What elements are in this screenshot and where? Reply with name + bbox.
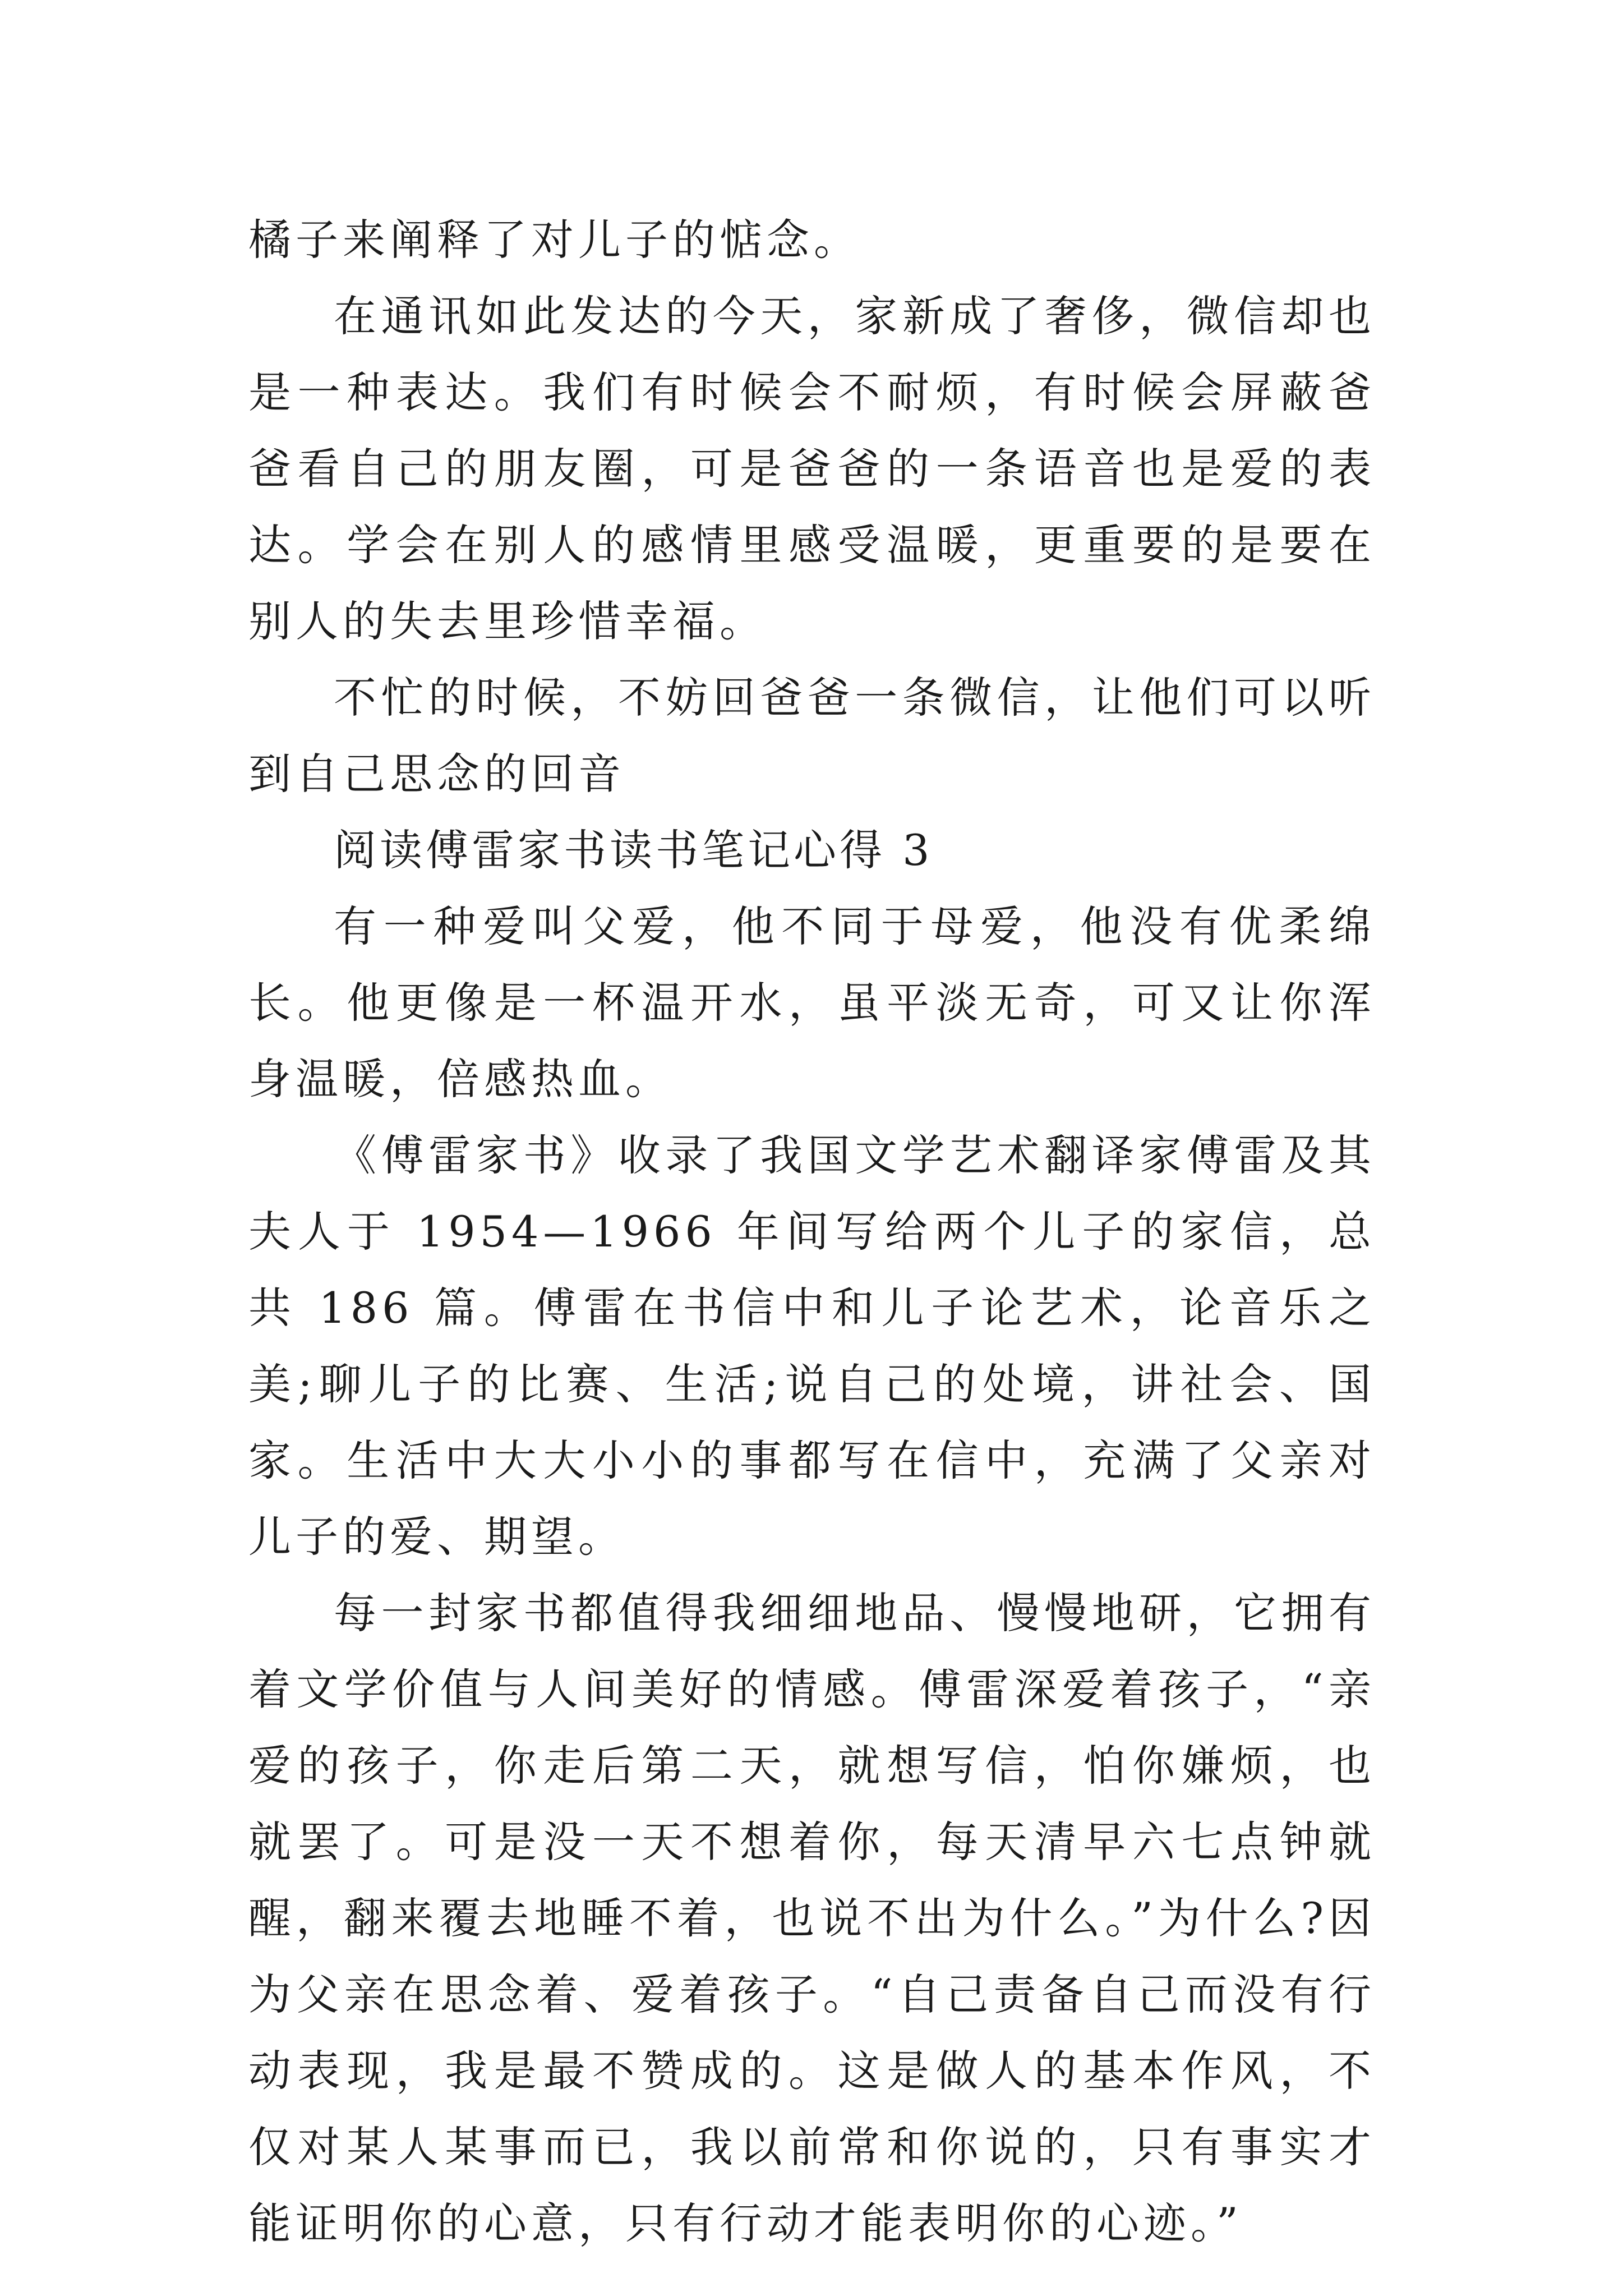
paragraph: 不忙的时候，不妨回爸爸一条微信，让他们可以听到自己思念的回音 <box>248 673 1376 799</box>
section-heading: 阅读傅雷家书读书笔记心得 3 <box>334 825 933 875</box>
body-text <box>248 202 1376 2262</box>
paragraph: 每一封家书都值得我细细地品、慢慢地研，它拥有着文学价值与人间美好的情感。傅雷深爱着孩子，“亲爱的孩子，你走后第二天，就想写信，怕你嫌烦，也就罢了。可是没一天不想着你，每天清早六七点钟就醒，翻来覆去地睡不着，也说不出为什么。”为什么?因为父亲在思念着、爱着孩子。“自己责备自己而没有行动表现，我是最不赞成的。这是做人的基本作风，不仅对某人某事而已，我以前常和你说的，只有事实才能证明你的心意，只有行动才能表明你的心迹。” <box>248 1588 1376 2248</box>
paragraph: 橘子来阐释了对儿子的惦念。 <box>248 215 861 265</box>
paragraph: 在通讯如此发达的今天，家新成了奢侈，微信却也是一种表达。我们有时候会不耐烦，有时候会屏蔽爸爸看自己的朋友圈，可是爸爸的一条语音也是爱的表达。学会在别人的感情里感受温暖，更重要的是要在别人的失去里珍惜幸福。 <box>248 291 1376 646</box>
paragraph: 有一种爱叫父爱，他不同于母爱，他没有优柔绵长。他更像是一杯温开水，虽平淡无奇，可又让你浑身温暖，倍感热血。 <box>248 901 1376 1104</box>
paragraph: 《傅雷家书》收录了我国文学艺术翻译家傅雷及其夫人于 1954—1966 年间写给两个儿子的家信，总共 186 篇。傅雷在书信中和儿子论艺术，论音乐之美;聊儿子的比赛、生活;说自己的处境，讲社会、国家。生活中大大小小的事都写在信中，充满了父亲对儿子的爱、期望。 <box>248 1130 1376 1562</box>
